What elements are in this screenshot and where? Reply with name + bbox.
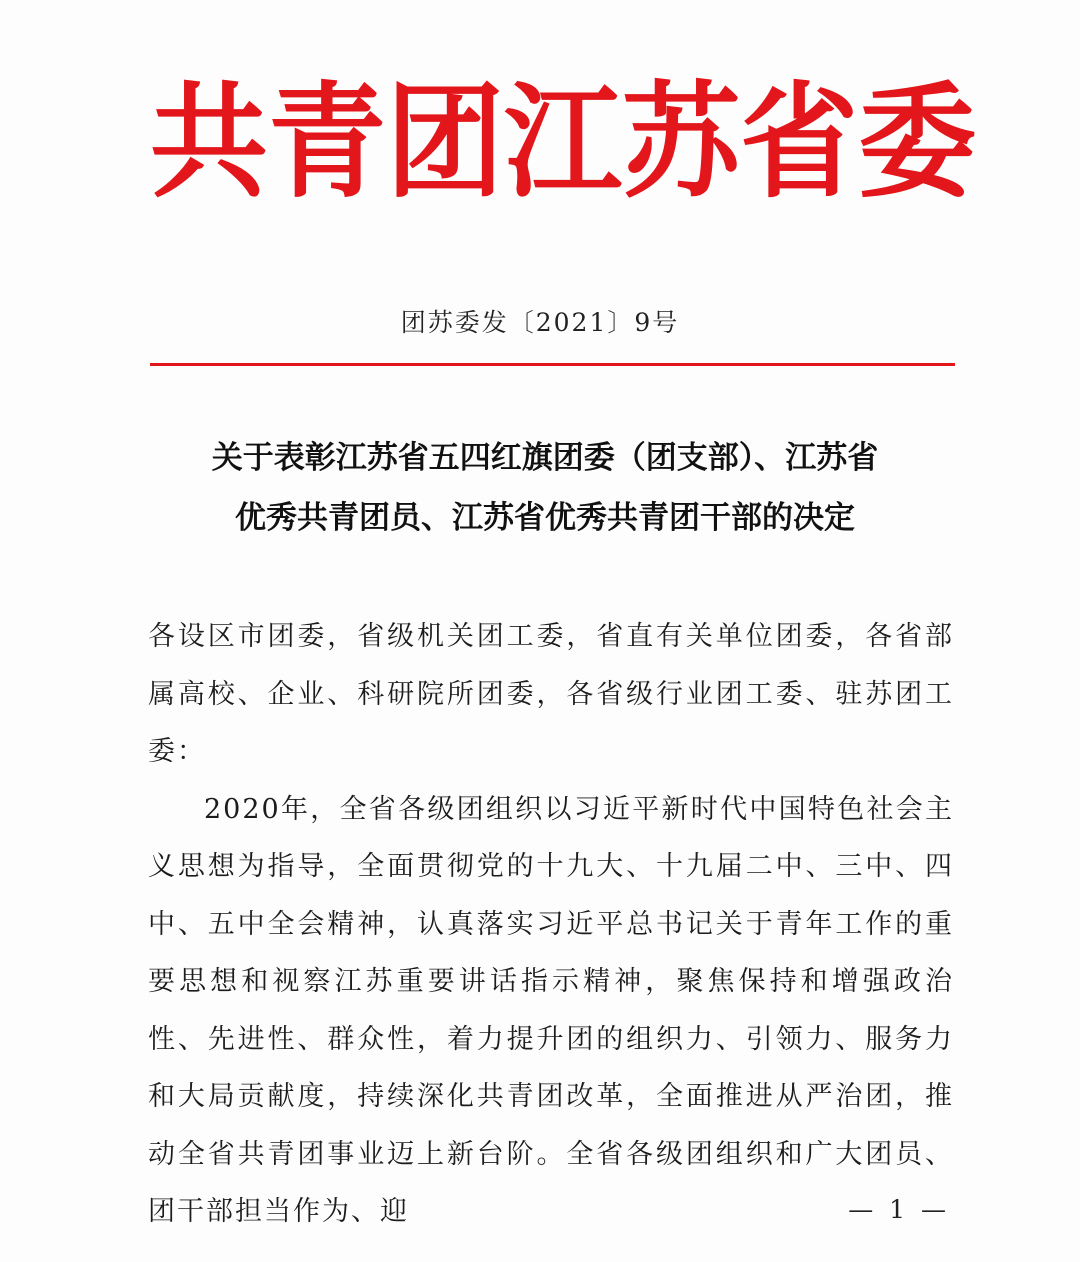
red-divider	[150, 363, 955, 366]
masthead-char: 苏	[622, 68, 741, 215]
masthead-char: 青	[268, 68, 387, 215]
page-number: — 1 —	[848, 1195, 950, 1224]
title-line-2: 优秀共青团员、江苏省优秀共青团干部的决定	[235, 500, 855, 536]
body-paragraph: 2020年，全省各级团组织以习近平新时代中国特色社会主义思想为指导，全面贯彻党的十九大、十九届二中、三中、四中、五中全会精神，认真落实习近平总书记关于青年工作的重要思想和视察江苏重要讲话指示精神，聚焦保持和增强政治性、先进性、群众性，着力提升团的组织力、引领力、服务力和大局贡献度，持续深化共青团改革，全面推进从严治团，推动全省共青团事业迈上新台阶。全省各级团组织和广大团员、团干部担当作为、迎	[148, 793, 954, 1227]
document-number: 团苏委发〔2021〕9号	[400, 308, 680, 337]
document-title	[150, 428, 940, 548]
addressee-paragraph: 各设区市团委，省级机关团工委，省直有关单位团委，各省部属高校、企业、科研院所团委，各省级行业团工委、驻苏团工委：	[148, 621, 954, 767]
masthead-char: 省	[740, 68, 859, 215]
masthead-char: 江	[504, 68, 623, 215]
masthead-char: 团	[386, 68, 505, 215]
masthead-char: 共	[150, 68, 269, 215]
document-body	[148, 608, 954, 1241]
masthead-char: 委	[858, 68, 977, 215]
masthead-title	[150, 68, 977, 216]
title-line-1: 关于表彰江苏省五四红旗团委（团支部）、江苏省	[211, 440, 879, 476]
